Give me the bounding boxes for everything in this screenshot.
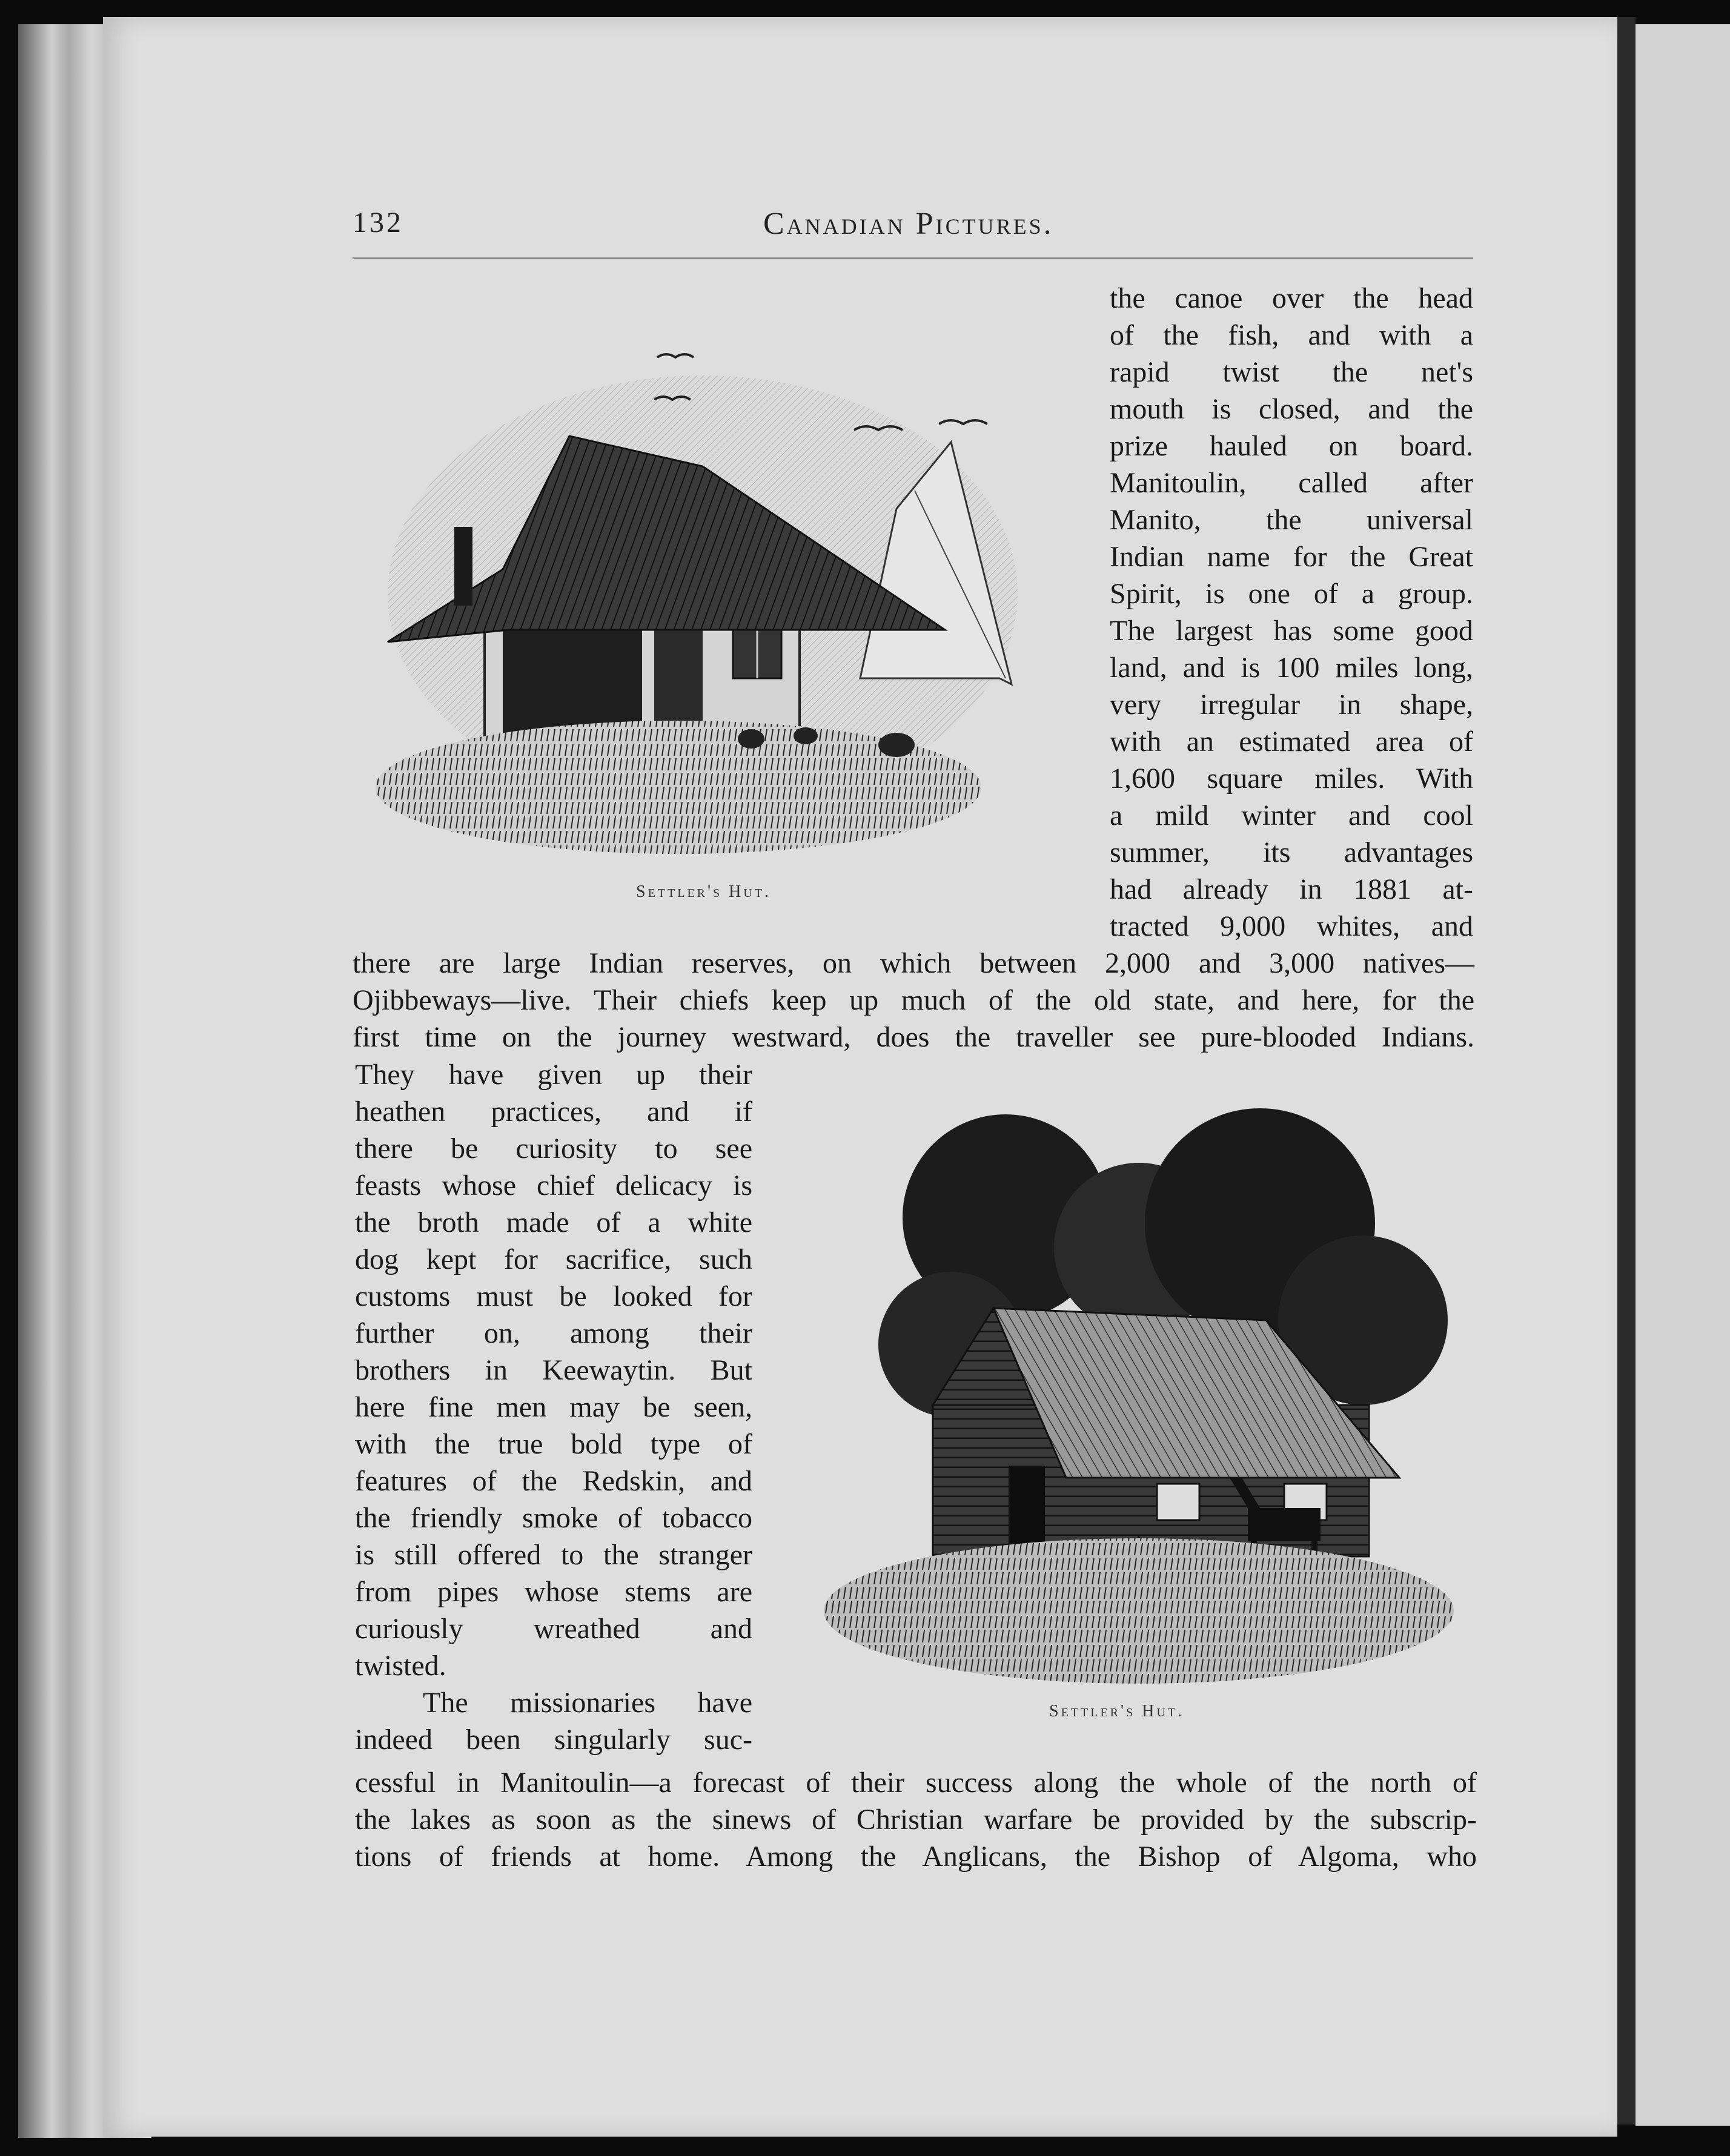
facing-page-edge [1636,24,1730,2126]
text-line: the broth made of a white [355,1206,752,1238]
text-line: customs must be looked for [355,1280,752,1312]
text-line: Spirit, is one of a group. [1110,578,1473,610]
text-line: indeed been singularly suc- [355,1724,752,1756]
running-title: Canadian Pictures. [763,207,1054,241]
header-rule [353,257,1473,259]
text-line: Manito, the universal [1110,504,1473,536]
text-line: there be curiosity to see [355,1133,752,1165]
text-line: They have given up their [355,1059,752,1091]
text-block-full-1 [353,945,1474,1056]
text-line: brothers in Keewaytin. But [355,1354,752,1386]
page-number: 132 [353,207,403,239]
text-line: mouth is closed, and the [1110,393,1473,425]
text-line: there are large Indian reserves, on which between 2,000 and 3,000 natives— [353,947,1474,979]
text-line: the lakes as soon as the sinews of Christian warfare be provided by the subscrip- [355,1804,1477,1836]
text-column-left [355,1056,752,1758]
text-line: further on, among their [355,1317,752,1349]
text-line: had already in 1881 at- [1110,873,1473,905]
text-line: land, and is 100 miles long, [1110,652,1473,684]
text-line: feasts whose chief delicacy is [355,1169,752,1202]
text-line: dog kept for sacrifice, such [355,1243,752,1275]
text-line: cessful in Manitoulin—a forecast of their success along the whole of the north of [355,1767,1477,1799]
text-line: first time on the journey westward, does the traveller see pure-blooded Indians. [353,1021,1474,1053]
text-block-full-2 [355,1764,1477,1875]
text-line: with the true bold type of [355,1428,752,1460]
text-line: with an estimated area of [1110,726,1473,758]
text-line: tracted 9,000 whites, and [1110,910,1473,942]
text-line: of the fish, and with a [1110,319,1473,351]
text-line: the friendly smoke of tobacco [355,1502,752,1534]
text-line: is still offered to the stranger [355,1539,752,1571]
text-line: Indian name for the Great [1110,541,1473,573]
text-line: Ojibbeways—live. Their chiefs keep up much of the old state, and here, for the [353,984,1474,1016]
text-line: The largest has some good [1110,615,1473,647]
text-line: The missionaries have [423,1687,752,1719]
text-line: rapid twist the net's [1110,356,1473,388]
text-line: a mild winter and cool [1110,799,1473,832]
text-line: summer, its advantages [1110,836,1473,868]
thatched-hut-illustration [363,291,1066,860]
text-line: here fine men may be seen, [355,1391,752,1423]
log-cabin-illustration [800,1090,1454,1690]
illustration-caption-1: Settler's Hut. [636,882,772,901]
text-line: Manitoulin, called after [1110,467,1473,499]
text-line: tions of friends at home. Among the Anglicans, the Bishop of Algoma, who [355,1840,1477,1873]
text-line: curiously wreathed and [355,1613,752,1645]
illustration-caption-2: Settler's Hut. [1049,1702,1185,1721]
text-line: the canoe over the head [1110,282,1473,314]
text-line: features of the Redskin, and [355,1465,752,1497]
text-line: heathen practices, and if [355,1096,752,1128]
text-line: from pipes whose stems are [355,1576,752,1608]
book-gutter [1617,17,1636,2125]
text-column-top [1110,280,1473,945]
text-line: 1,600 square miles. With [1110,762,1473,795]
text-line: prize hauled on board. [1110,430,1473,462]
text-line: very irregular in shape, [1110,689,1473,721]
text-line: twisted. [355,1650,446,1682]
